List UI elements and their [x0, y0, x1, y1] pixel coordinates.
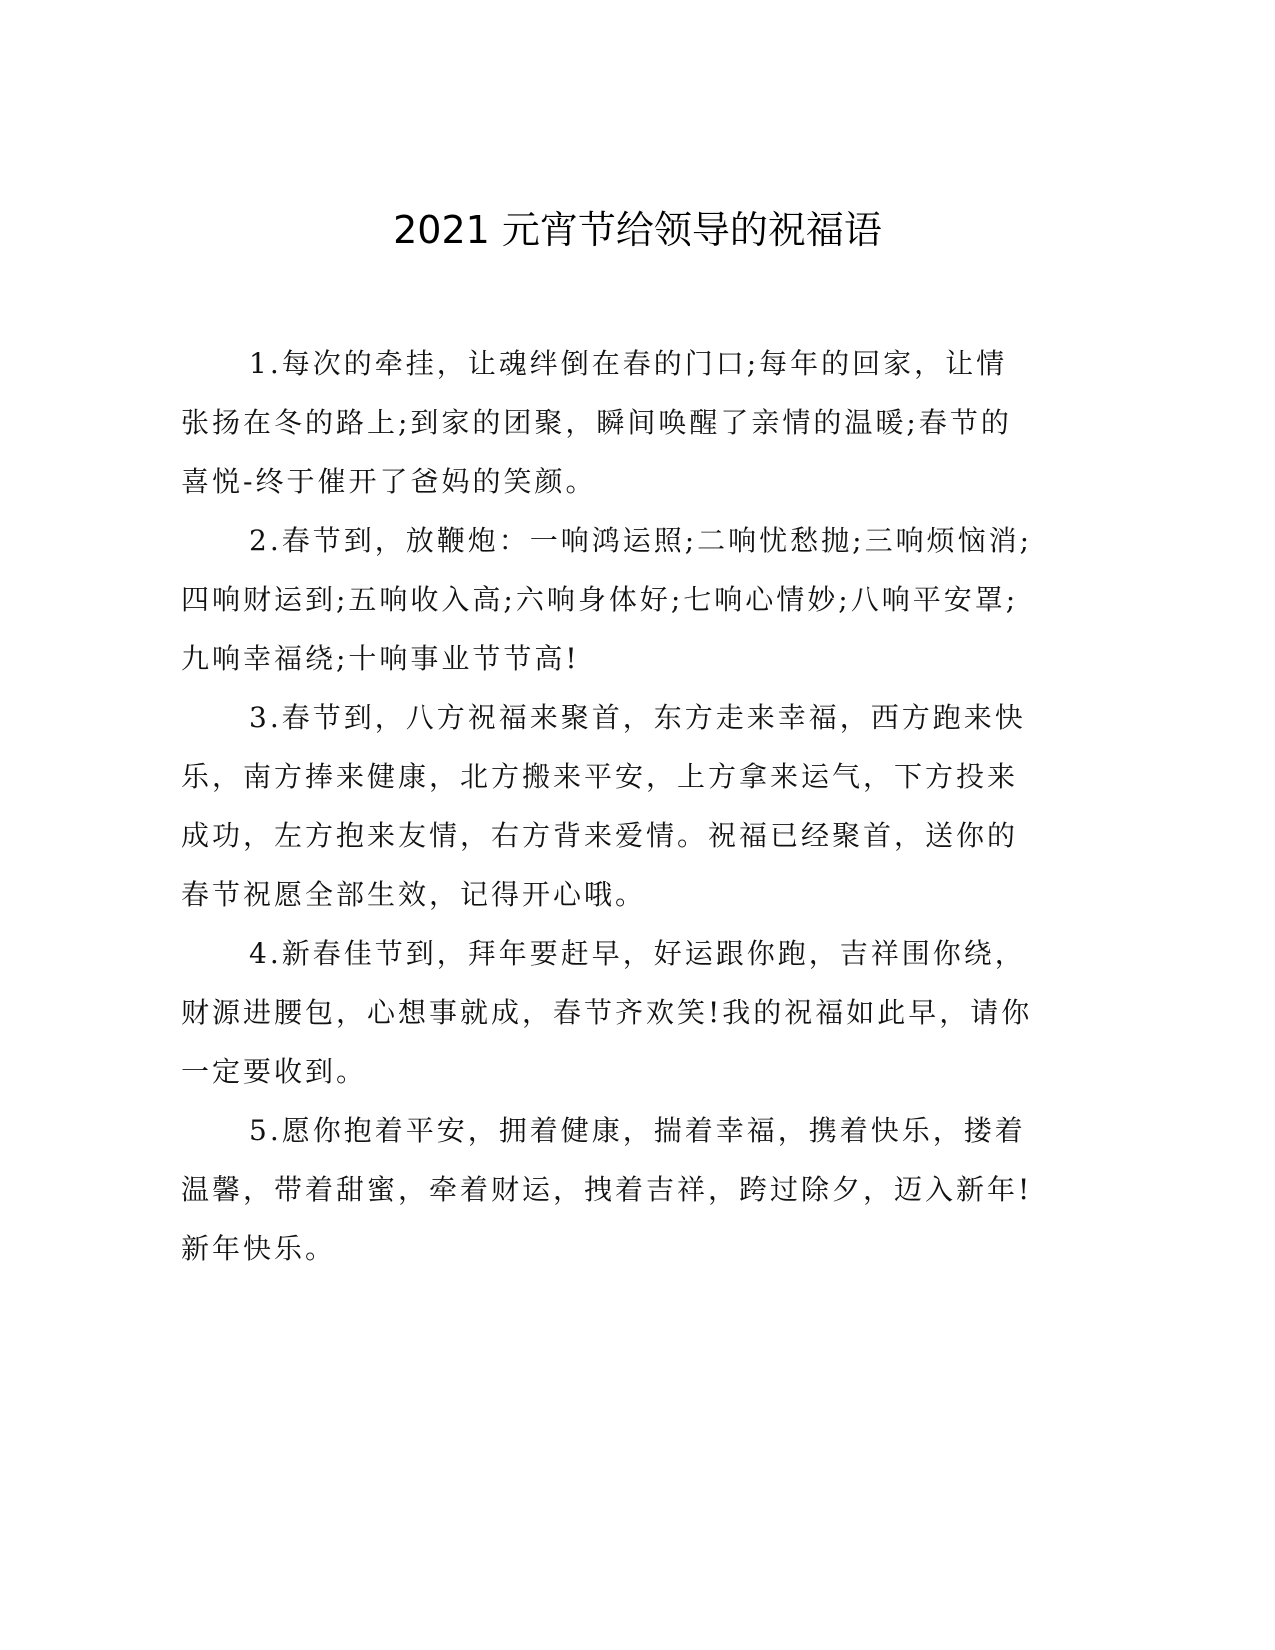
paragraph-5: 5.愿你抱着平安，拥着健康，揣着幸福，携着快乐，搂着温馨，带着甜蜜，牵着财运，拽着吉祥，跨过除夕，迈入新年!新年快乐。 — [181, 1114, 1033, 1265]
document-body — [181, 334, 1037, 1278]
document-title: 2021 元宵节给领导的祝福语 — [393, 208, 882, 252]
paragraph-1: 1.每次的牵挂，让魂绊倒在春的门口;每年的回家，让情张扬在冬的路上;到家的团聚，瞬间唤醒了亲情的温暖;春节的喜悦-终于催开了爸妈的笑颜。 — [181, 347, 1012, 498]
paragraph-2: 2.春节到，放鞭炮：一响鸿运照;二响忧愁抛;三响烦恼消;四响财运到;五响收入高;六响身体好;七响心情妙;八响平安罩;九响幸福绕;十响事业节节高! — [181, 524, 1033, 675]
paragraph-4: 4.新春佳节到，拜年要赶早，好运跟你跑，吉祥围你绕，财源进腰包，心想事就成，春节齐欢笑!我的祝福如此早，请你一定要收到。 — [181, 937, 1033, 1088]
paragraph-3: 3.春节到，八方祝福来聚首，东方走来幸福，西方跑来快乐，南方捧来健康，北方搬来平安，上方拿来运气，下方投来成功，左方抱来友情，右方背来爱情。祝福已经聚首，送你的春节祝愿全部生效，记得开心哦。 — [181, 701, 1026, 911]
